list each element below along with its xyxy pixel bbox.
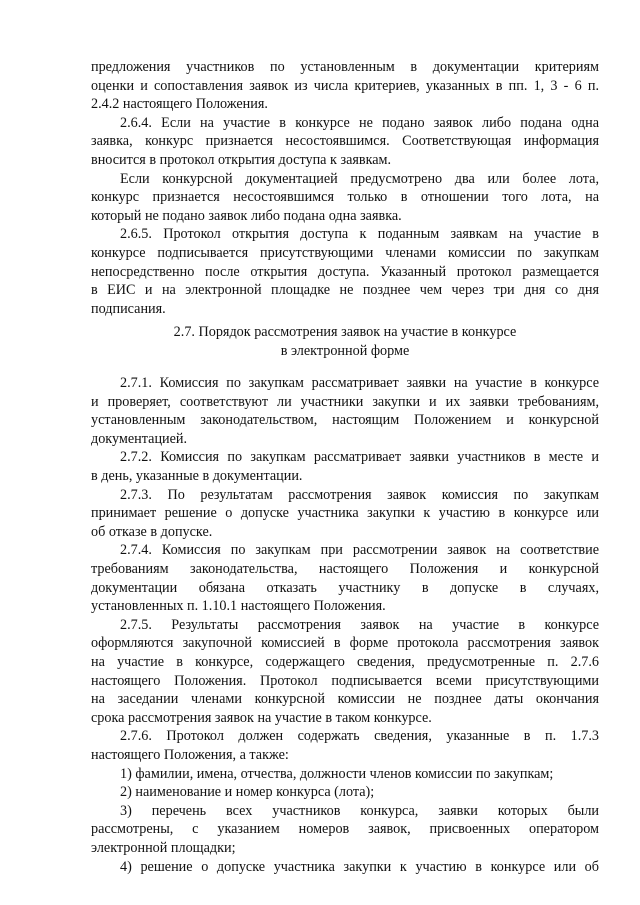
text-line: 1) фамилии, имена, отчества, должности членов комиссии по закупкам; [120, 765, 554, 782]
text-line: 2.7.4. Комиссия по закупкам при рассмотрении заявок на соответствие [120, 542, 599, 559]
text-line: подписания. [91, 300, 166, 317]
text-line: вносится в протокол открытия доступа к заявкам. [91, 151, 392, 168]
text-line: заявка, конкурс признается несостоявшимся. Соответствующая информация [91, 133, 599, 150]
text-line: электронной площадки; [91, 839, 236, 856]
paragraph [91, 225, 599, 318]
list-item [91, 858, 599, 877]
text-line: настоящего Положения. Протокол подписывается всеми присутствующими [91, 672, 599, 689]
section-heading [91, 323, 599, 360]
heading-line: 2.7. Порядок рассмотрения заявок на участие в конкурсе [173, 324, 517, 340]
text-line: 2.7.3. По результатам рассмотрения заявок комиссия по закупкам [120, 486, 599, 503]
paragraph [91, 170, 599, 226]
text-line: на заседании членами конкурсной комиссии не позднее даты окончания [91, 691, 599, 708]
text-line: в день, указанные в документации. [91, 467, 303, 484]
text-line: срока рассмотрения заявок на участие в таком конкурсе. [91, 709, 432, 726]
text-line: принимает решение о допуске участника закупки к участию в конкурсе или [91, 505, 599, 522]
text-line: настоящего Положения, а также: [91, 746, 289, 763]
paragraph [91, 727, 599, 764]
text-line: на участие в конкурсе, содержащего сведения, предусмотренные п. 2.7.6 [91, 653, 599, 670]
text-line: установленным законодательством, настоящим Положением и конкурсной [91, 412, 599, 429]
text-line: 2.4.2 настоящего Положения. [91, 96, 268, 113]
text-line: 2.7.5. Результаты рассмотрения заявок на участие в конкурсе [120, 616, 599, 633]
text-line: конкурс признается несостоявшимся только в отношении того лота, на [91, 189, 599, 206]
text-line: в ЕИС и на электронной площадке не позднее чем через три дня со дня [91, 282, 599, 299]
text-line: рассмотрены, с указанием номеров заявок, присвоенных оператором [91, 821, 599, 838]
text-line: об отказе в допуске. [91, 523, 213, 540]
text-line: установленных п. 1.10.1 настоящего Положения. [91, 598, 386, 615]
text-line: конкурсе подписывается присутствующими членами комиссии по закупкам [91, 244, 599, 261]
list-item [91, 765, 599, 784]
paragraph [91, 114, 599, 170]
text-line: оценки и сопоставления заявок из числа критериев, указанных в пп. 1, 3 - 6 п. [91, 77, 599, 94]
text-line: 2.7.2. Комиссия по закупкам рассматривает заявки участников в месте и [120, 449, 599, 466]
paragraph [91, 541, 599, 615]
text-line: Если конкурсной документацией предусмотрено два или более лота, [120, 170, 599, 187]
text-line: и проверяет, соответствуют ли участники закупки и их заявки требованиям, [91, 393, 599, 410]
list-item [91, 802, 599, 858]
text-line: требованиям законодательства, настоящего Положения и конкурсной [91, 560, 599, 577]
text-line: 3) перечень всех участников конкурса, заявки которых были [120, 802, 599, 819]
list-item [91, 783, 599, 802]
text-line: 2.7.1. Комиссия по закупкам рассматривает заявки на участие в конкурсе [120, 375, 599, 391]
text-line: 2.6.4. Если на участие в конкурсе не подано заявок либо подана одна [120, 114, 599, 131]
text-line: оформляются закупочной комиссией в форме протокола рассмотрения заявок [91, 635, 599, 652]
text-line: документации обязана отказать участнику в допуске в случаях, [91, 579, 599, 596]
text-line: 2.7.6. Протокол должен содержать сведения, указанные в п. 1.7.3 [120, 728, 599, 745]
heading-line: в электронной форме [280, 342, 410, 359]
paragraph [91, 486, 599, 542]
text-line: 4) решение о допуске участника закупки к участию в конкурсе или об [120, 858, 599, 875]
paragraph [91, 616, 599, 728]
paragraph [91, 448, 599, 485]
text-line: предложения участников по установленным в документации критериям [91, 59, 599, 75]
text-line: 2.6.5. Протокол открытия доступа к поданным заявкам на участие в [120, 226, 599, 243]
paragraph [91, 58, 599, 114]
text-line: 2) наименование и номер конкурса (лота); [120, 784, 375, 801]
text-line: который не подано заявок либо подана одна заявка. [91, 207, 402, 224]
text-line: непосредственно после открытия доступа. Указанный протокол размещается [91, 263, 599, 280]
paragraph [91, 374, 599, 448]
text-line: документацией. [91, 430, 188, 447]
